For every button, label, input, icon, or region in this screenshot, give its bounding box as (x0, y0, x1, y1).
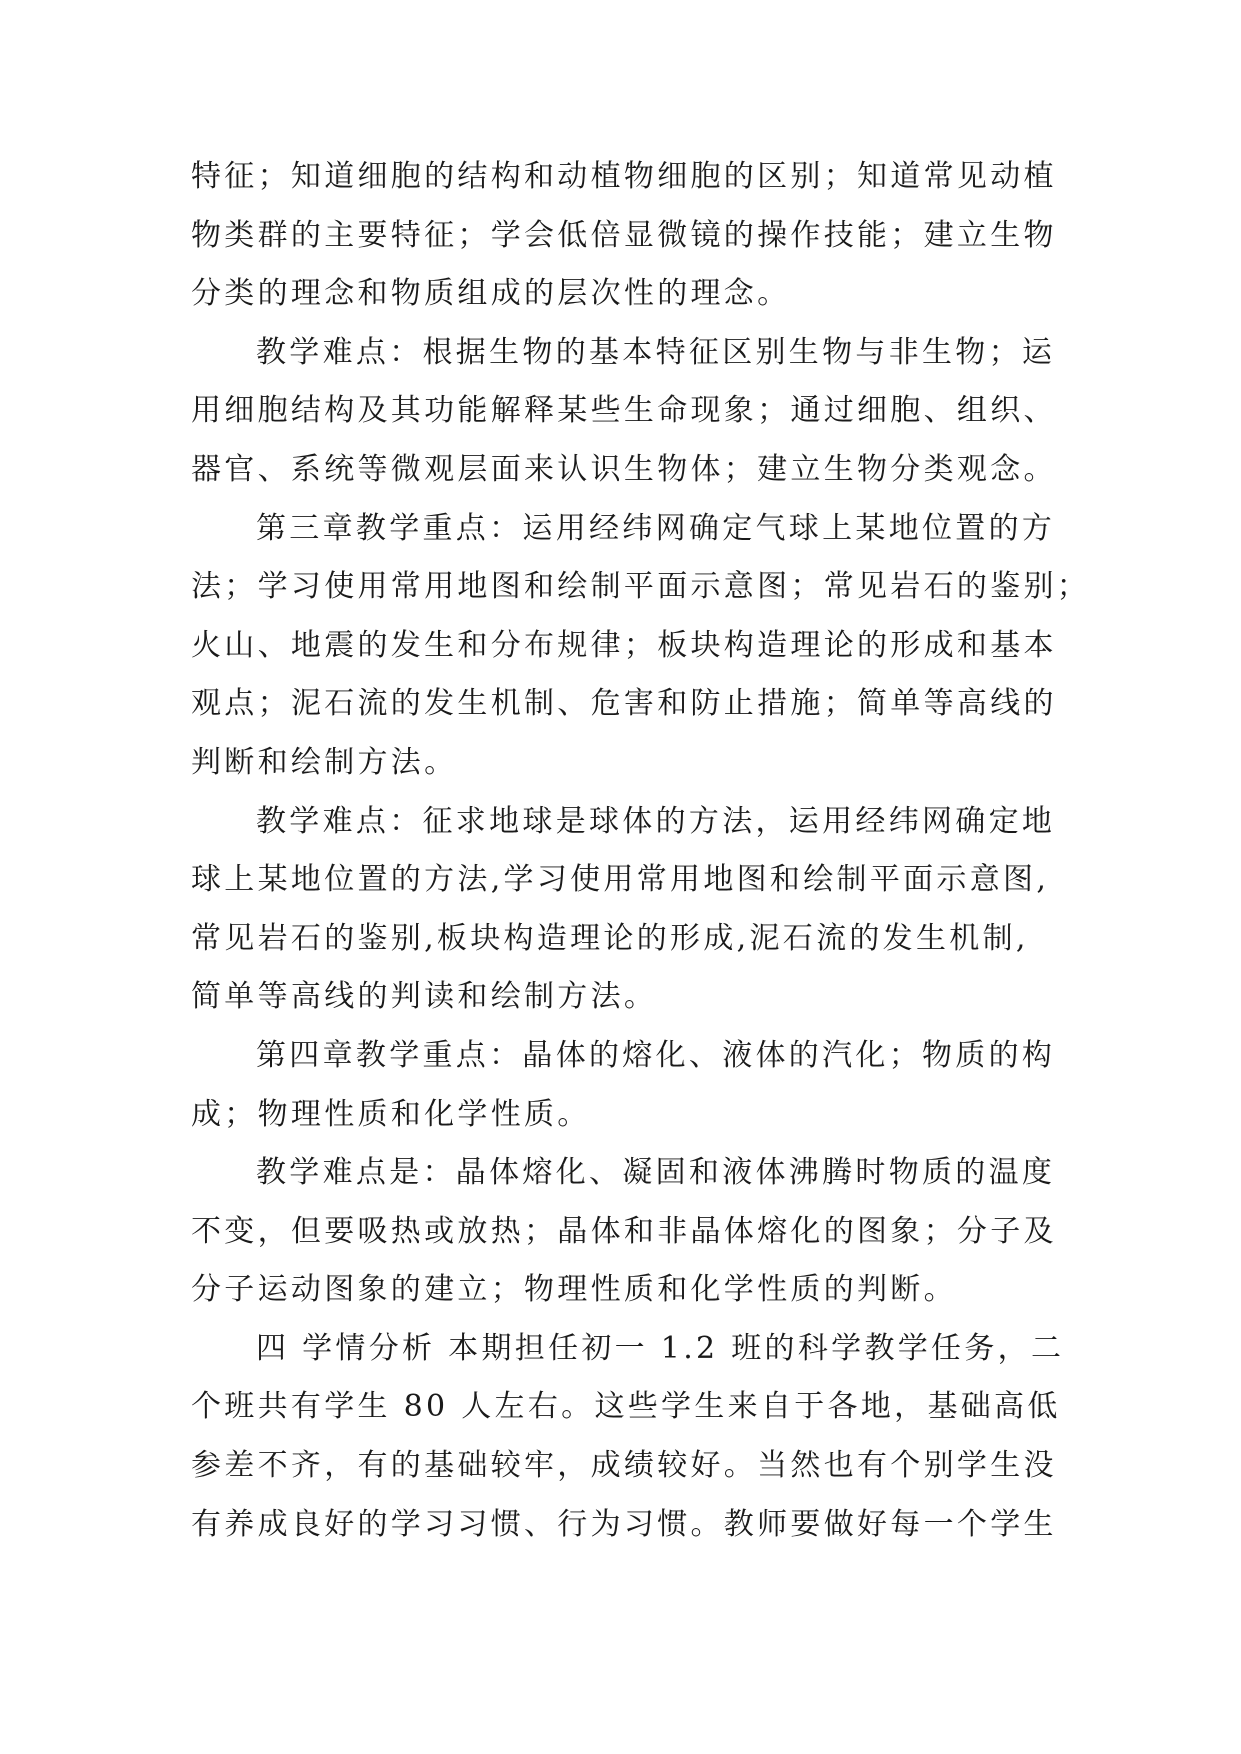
text-line: 物类群的主要特征；学会低倍显微镜的操作技能；建立生物 (191, 217, 1057, 253)
text-line: 教学难点：征求地球是球体的方法，运用经纬网确定地 (256, 803, 1056, 839)
text-line: 教学难点：根据生物的基本特征区别生物与非生物；运 (256, 334, 1056, 370)
text-line: 参差不齐，有的基础较牢，成绩较好。当然也有个别学生没 (191, 1448, 1057, 1484)
text-line: 教学难点是：晶体熔化、凝固和液体沸腾时物质的温度 (256, 1155, 1056, 1191)
text-line: 法；学习使用常用地图和绘制平面示意图；常见岩石的鉴别； (191, 569, 1091, 605)
text-line: 成；物理性质和化学性质。 (191, 1096, 591, 1132)
text-line: 有养成良好的学习习惯、行为习惯。教师要做好每一个学生 (191, 1506, 1057, 1542)
text-line: 简单等高线的判读和绘制方法。 (191, 979, 658, 1015)
text-line: 器官、系统等微观层面来认识生物体；建立生物分类观念。 (191, 451, 1057, 487)
text-line: 分类的理念和物质组成的层次性的理念。 (191, 276, 791, 312)
text-line: 用细胞结构及其功能解释某些生命现象；通过细胞、组织、 (191, 393, 1057, 429)
text-line: 不变，但要吸热或放热；晶体和非晶体熔化的图象；分子及 (191, 1213, 1057, 1249)
text-line: 第三章教学重点：运用经纬网确定气球上某地位置的方 (256, 510, 1056, 546)
text-line: 火山、地震的发生和分布规律；板块构造理论的形成和基本 (191, 627, 1057, 663)
text-line: 常见岩石的鉴别,板块构造理论的形成,泥石流的发生机制, (191, 920, 1029, 956)
text-line: 特征；知道细胞的结构和动植物细胞的区别；知道常见动植 (191, 159, 1057, 194)
text-line: 四 学情分析 本期担任初一 1.2 班的科学教学任务，二 (256, 1330, 1065, 1366)
text-line: 判断和绘制方法。 (191, 744, 458, 780)
text-line: 个班共有学生 80 人左右。这些学生来自于各地，基础高低 (191, 1389, 1061, 1425)
document-body (191, 148, 1091, 1554)
text-line: 观点；泥石流的发生机制、危害和防止措施；简单等高线的 (191, 686, 1057, 722)
text-line: 球上某地位置的方法,学习使用常用地图和绘制平面示意图, (191, 862, 1050, 898)
text-line: 分子运动图象的建立；物理性质和化学性质的判断。 (191, 1272, 957, 1308)
text-line: 第四章教学重点：晶体的熔化、液体的汽化；物质的构 (256, 1037, 1056, 1073)
